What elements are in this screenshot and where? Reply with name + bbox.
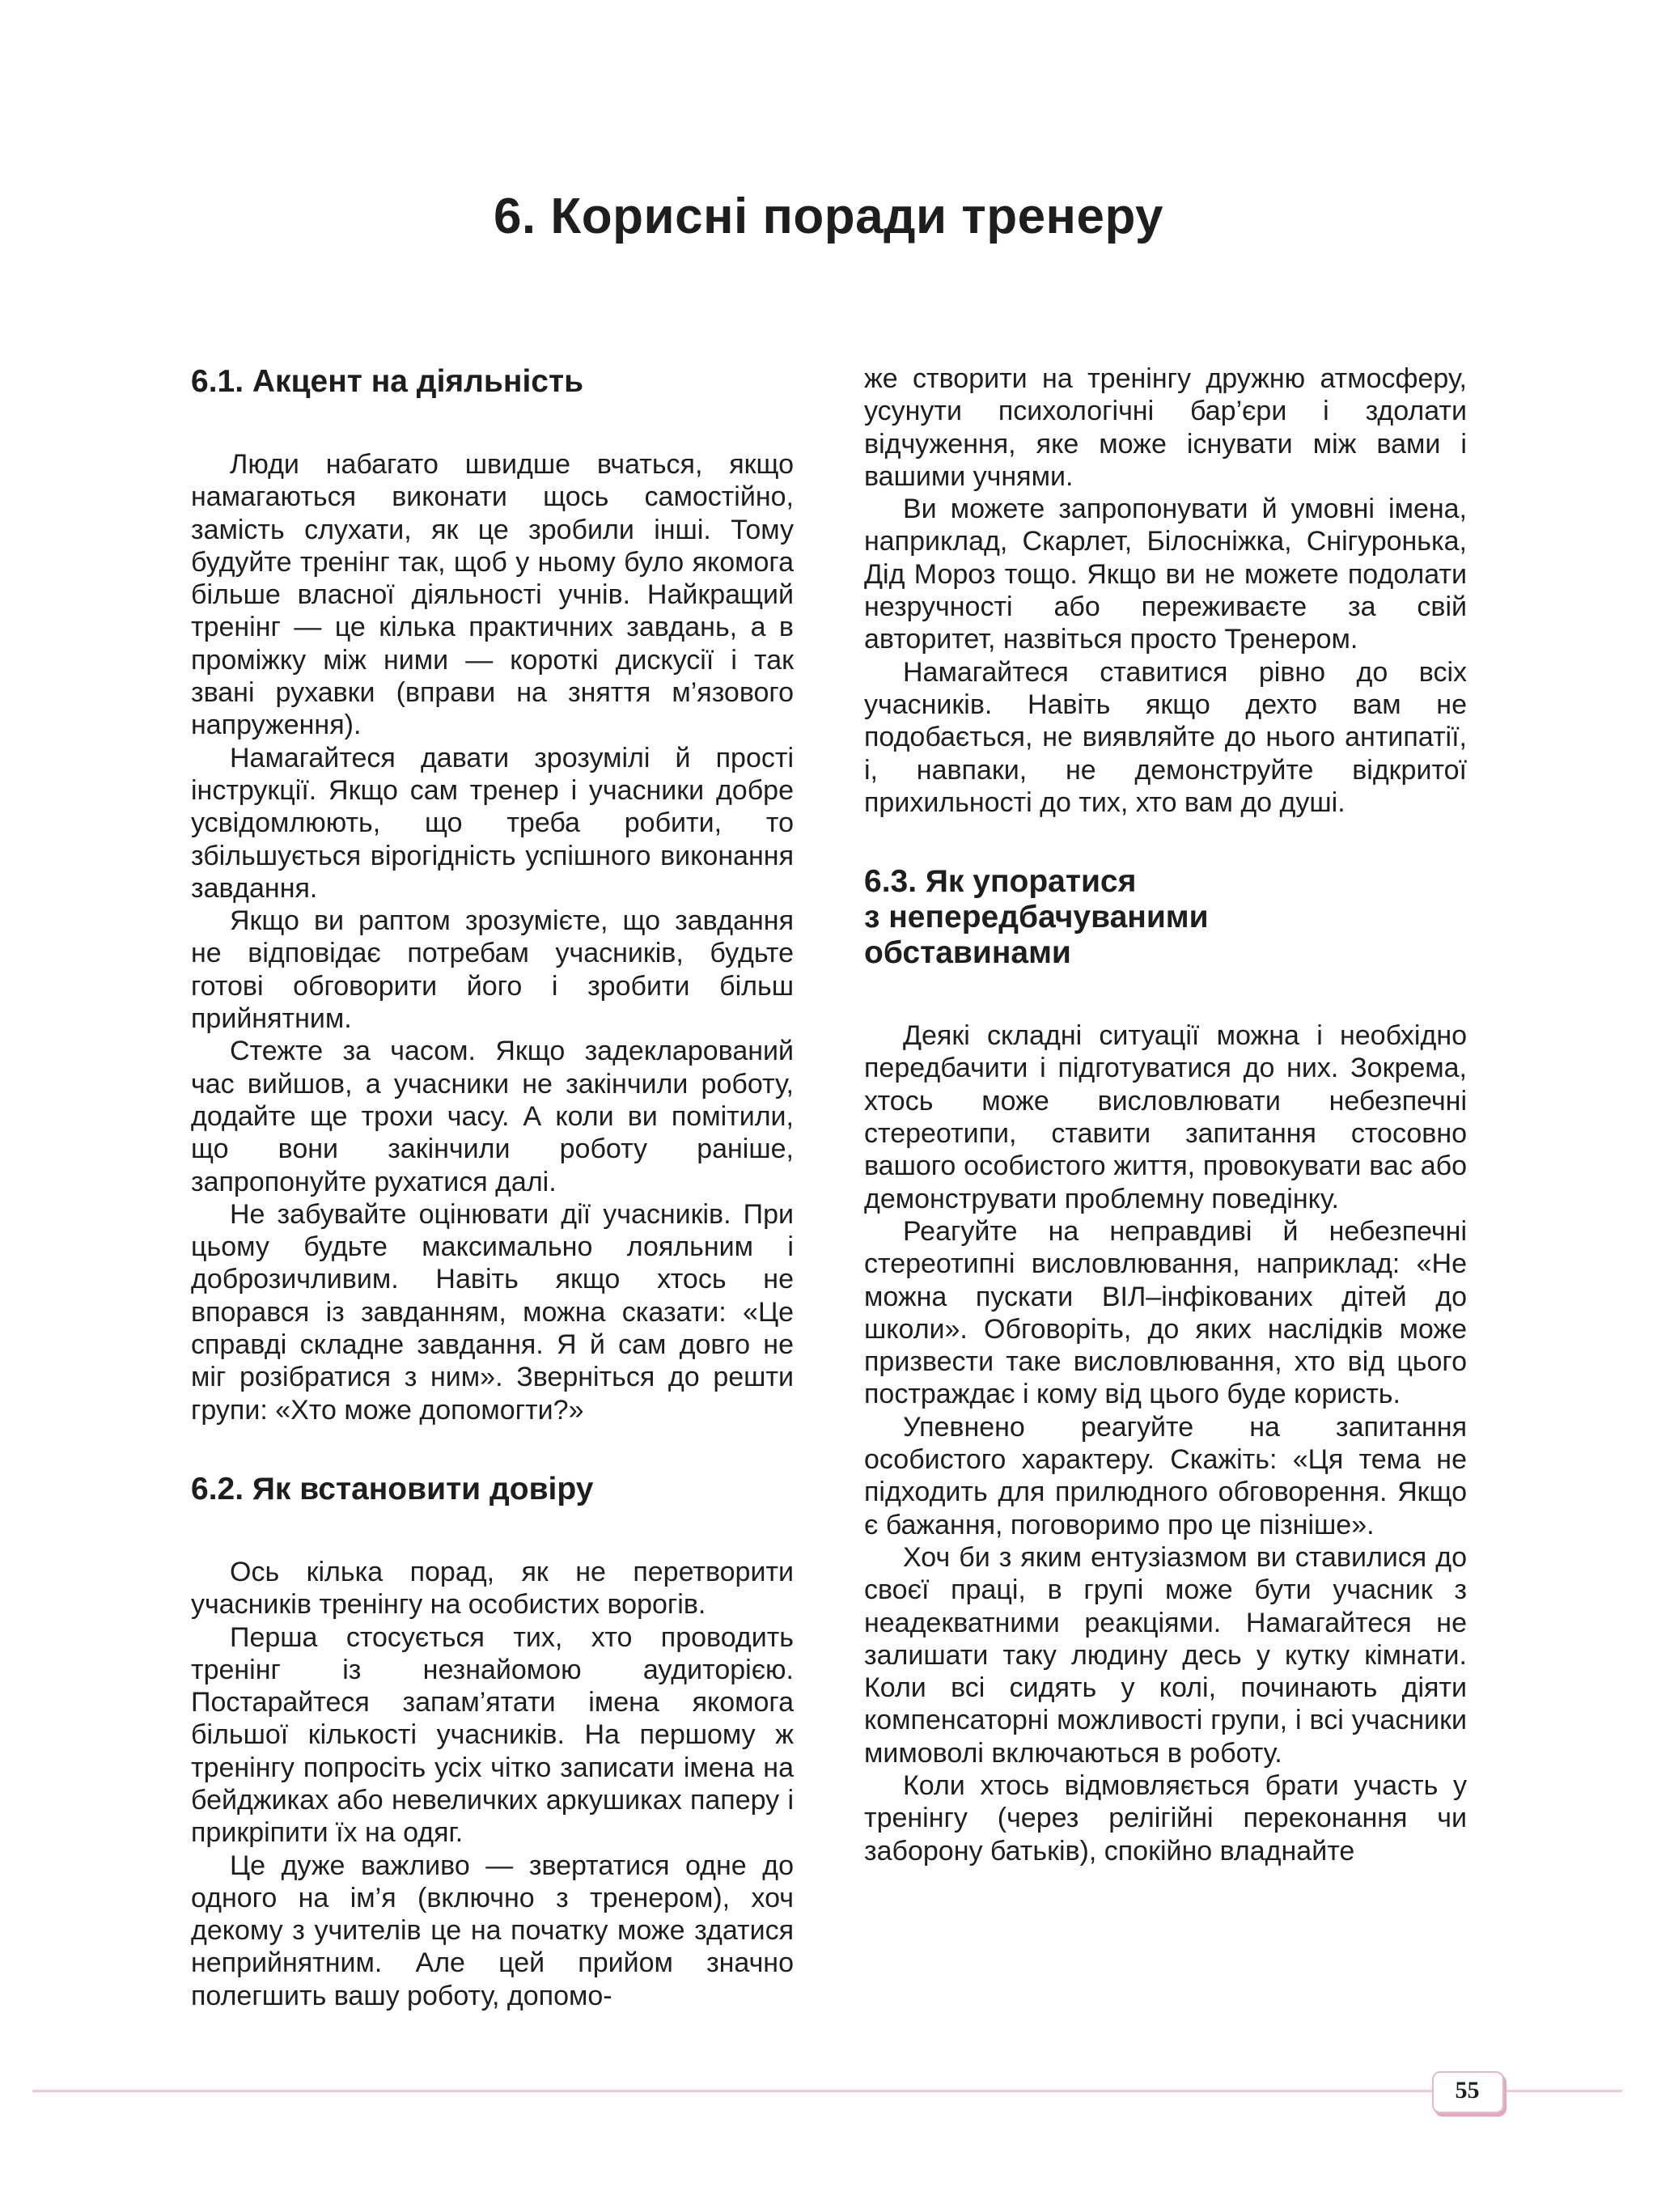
section-6-3-body	[864, 1019, 1467, 1867]
section-6-1-body	[191, 448, 794, 1426]
paragraph-continued: же створити на тренінгу дружню атмосферу, усунути психологічні бар’єри і здолати відчуження, яке може існувати між вами і вашими учнями.	[864, 363, 1467, 492]
heading-line: обставинами	[864, 935, 1071, 971]
paragraph: Намагайтеся давати зрозумілі й прості інструкції. Якщо сам тренер і учасники добре усвідомлюють, що треба робити, то збільшується вірогідність успішного виконання завдання.	[191, 742, 794, 904]
paragraph: Не забувайте оцінювати дії учасників. При цьому будьте максимально лояльним і доброзичливим. Навіть якщо хтось не впорався із завданням, можна сказати: «Це справді складне завдання. Я й сам довго не міг розібратися з ним». Зверніться до решти групи: «Хто може допомогти?»	[191, 1198, 794, 1426]
section-6-2-body	[191, 1556, 794, 2012]
footer-rule	[32, 2090, 1432, 2092]
section-heading-6-3	[864, 864, 1467, 971]
footer-rule-right	[1501, 2090, 1622, 2092]
paragraph: Люди набагато швидше вчаться, якщо намагаються виконати щось самостійно, замість слухати, як це зробили інші. Тому будуйте тренінг так, щоб у ньому було якомога більше власної діяльності учнів. Найкращий тренінг — це кілька практичних завдань, а в проміжку між ними — короткі дискусії і так звані рухавки (вправи на зняття м’язового напруження).	[191, 449, 794, 741]
heading-line: 6.3. Як упоратися	[864, 864, 1137, 900]
paragraph: Стежте за часом. Якщо задекларований час вийшов, а учасники не закінчили роботу, додайте ще трохи часу. А коли ви помітили, що вони закінчили роботу раніше, запропонуйте рухатися далі.	[191, 1036, 794, 1197]
paragraph: Деякі складні ситуації можна і необхідно передбачити і підготуватися до них. Зокрема, хтось може висловлювати небезпечні стереотипи, ставити запитання стосовно вашого особистого життя, провокувати вас або демонструвати проблемну поведінку.	[864, 1020, 1467, 1214]
section-heading-6-2: 6.2. Як встановити довіру	[191, 1471, 594, 1506]
paragraph: Коли хтось відмовляється брати участь у тренінгу (через релігійні переконання чи заборону батьків), спокійно владнайте	[864, 1769, 1467, 1867]
paragraph: Упевнено реагуйте на запитання особистого характеру. Скажіть: «Ця тема не підходить для прилюдного обговорення. Якщо є бажання, поговоримо про це пізніше».	[864, 1411, 1467, 1540]
paragraph: Ось кілька порад, як не перетворити учасників тренінгу на особистих ворогів.	[191, 1556, 794, 1621]
paragraph: Якщо ви раптом зрозумієте, що завдання не відповідає потребам учасників, будьте готові обговорити його і зробити більш прийнятним.	[191, 905, 794, 1035]
paragraph: Перша стосується тих, хто проводить тренінг із незнайомою аудиторією. Постарайтеся запам’ятати імена якомога більшої кількості учасників. На першому ж тренінгу попросіть усіх чітко записати імена на бейджиках або невеличких аркушиках паперу і прикріпити їх на одяг.	[191, 1621, 794, 1849]
paragraph: Реагуйте на неправдиві й небезпечні стереотипні висловлювання, наприклад: «Не можна пускати ВІЛ–інфікованих дітей до школи». Обговоріть, до яких наслідків може призвести таке висловлювання, хто від цього постраждає і кому від цього буде користь.	[864, 1215, 1467, 1410]
heading-line: з непередбачуваними	[864, 900, 1209, 935]
page-number: 55	[1455, 2077, 1480, 2104]
paragraph: Ви можете запропонувати й умовні імена, наприклад, Скарлет, Білосніжка, Снігуронька, Дід Мороз тощо. Якщо ви не можете подолати незручності або переживаєте за свій авторитет, назвіться просто Тренером.	[864, 494, 1467, 655]
section-heading-6-1: 6.1. Акцент на діяльність	[191, 364, 584, 399]
paragraph: Намагайтеся ставитися рівно до всіх учасників. Навіть якщо дехто вам не подобається, не виявляйте до нього антипатії, і, навпаки, не демонструйте відкритої прихильності до тих, хто вам до душі.	[864, 656, 1467, 818]
paragraph: Це дуже важливо — звертатися одне до одного на ім’я (включно з тренером), хоч декому з учителів це на початку може здатися неприйнятним. Але цей прийом значно полегшить вашу роботу, допомо-	[191, 1850, 794, 2011]
right-column	[864, 362, 1467, 1867]
paragraph: Хоч би з яким ентузіазмом ви ставилися до своєї праці, в групі може бути учасник з неадекватними реакціями. Намагайтеся не залишати таку людину десь у кутку кімнати. Коли всі сидять у колі, починають діяти компенсаторні можливості групи, і всі учасники мимоволі включаються в роботу.	[864, 1541, 1467, 1769]
chapter-title: 6. Корисні поради тренеру	[493, 189, 1164, 244]
left-column	[191, 364, 794, 2012]
